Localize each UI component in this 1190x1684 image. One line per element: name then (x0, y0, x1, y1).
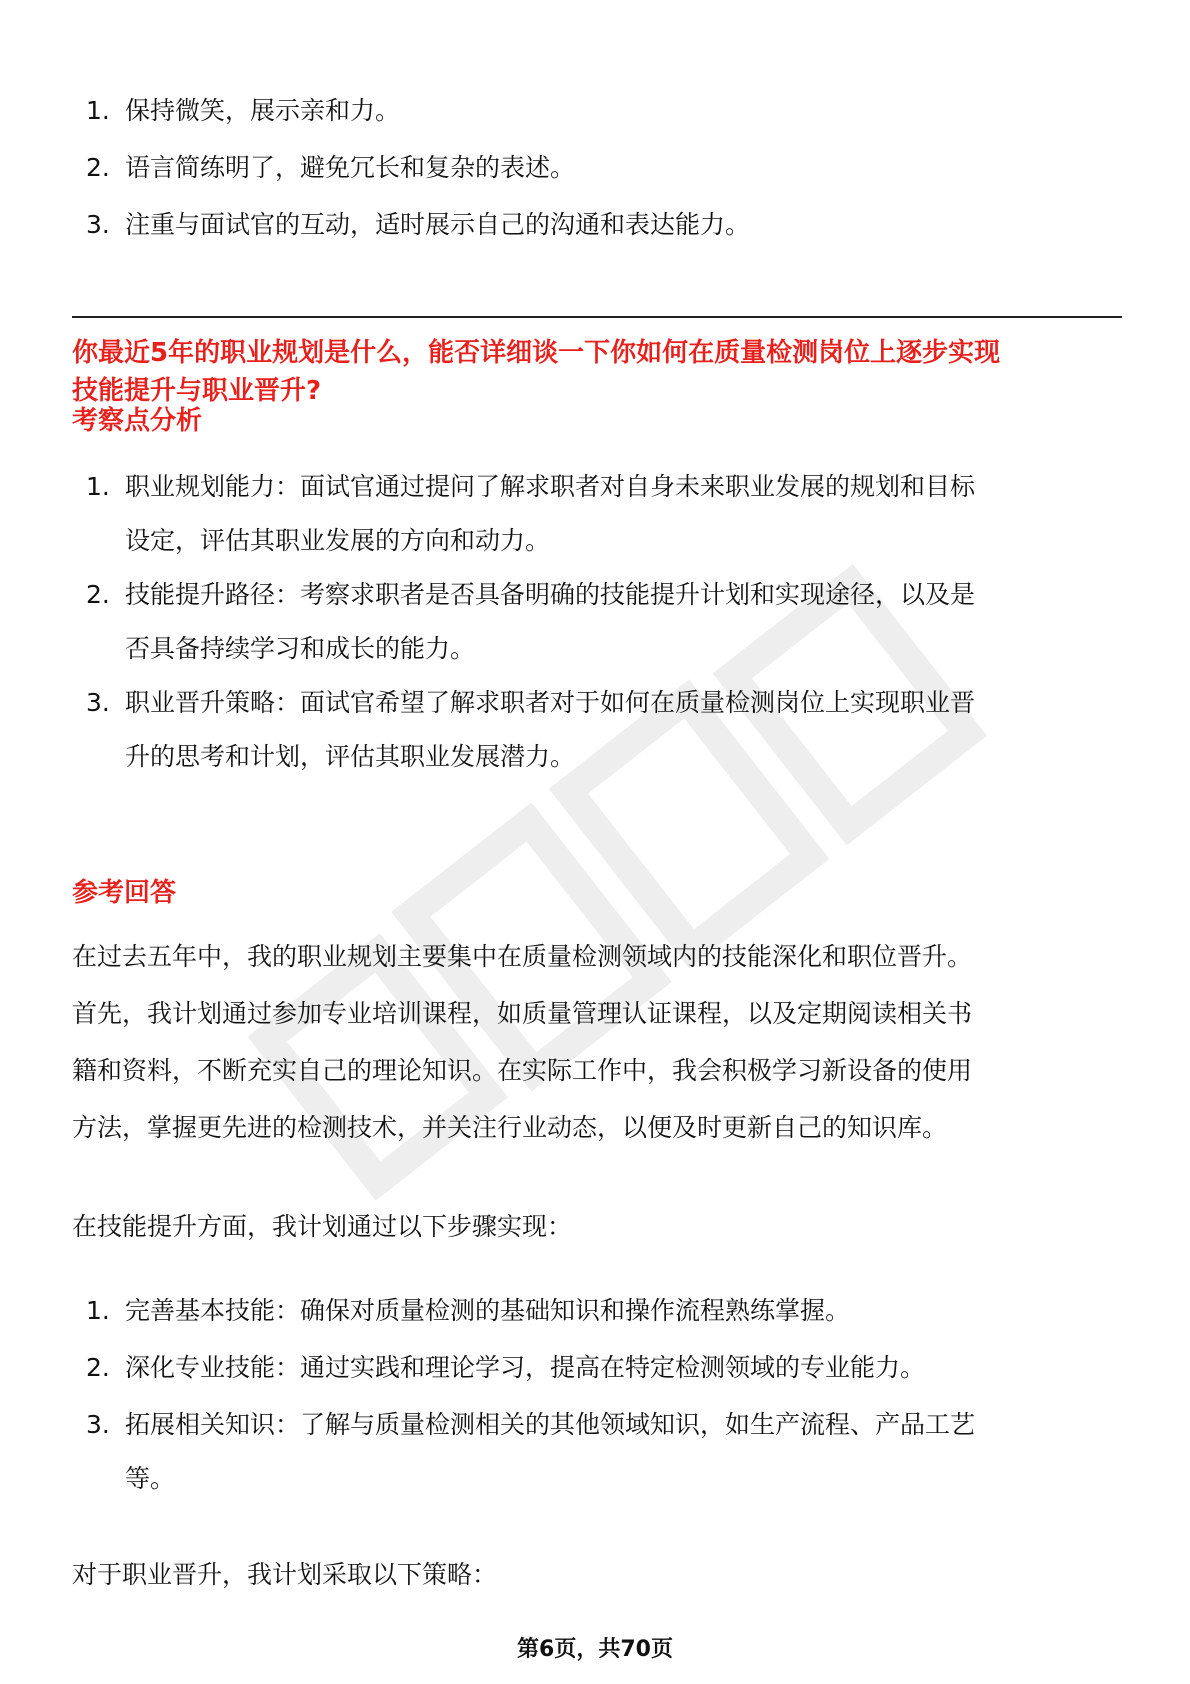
answer-heading: 参考回答 (72, 878, 177, 908)
list-item-text: 拓展相关知识：了解与质量检测相关的其他领域知识，如生产流程、产品工艺 (125, 1410, 976, 1439)
paragraph-line: 籍和资料，不断充实自己的理论知识。在实际工作中，我会积极学习新设备的使用 (72, 1056, 973, 1085)
list-item-number: 2. (86, 580, 110, 609)
paragraph-line: 在过去五年中，我的职业规划主要集中在质量检测领域内的技能深化和职位晋升。 (72, 942, 973, 971)
list-item-text: 注重与面试官的互动，适时展示自己的沟通和表达能力。 (125, 210, 751, 239)
list-item-text: 语言简练明了，避免冗长和复杂的表述。 (125, 153, 576, 182)
question-title-line: 你最近5年的职业规划是什么，能否详细谈一下你如何在质量检测岗位上逐步实现 (72, 338, 1001, 368)
question-title (72, 334, 1132, 410)
analysis-heading: 考察点分析 (72, 406, 203, 436)
list-item-text: 技能提升路径：考察求职者是否具备明确的技能提升计划和实现途径，以及是 (125, 580, 976, 609)
page-number: 第6页，共70页 (517, 1637, 673, 1662)
list-item-number: 3. (86, 688, 110, 717)
section-divider (72, 316, 1122, 318)
list-item-text: 深化专业技能：通过实践和理论学习，提高在特定检测领域的专业能力。 (125, 1353, 926, 1382)
list-item-text: 升的思考和计划，评估其职业发展潜力。 (125, 742, 576, 771)
list-item-number: 2. (86, 1353, 110, 1382)
list-item-text: 职业晋升策略：面试官希望了解求职者对于如何在质量检测岗位上实现职业晋 (125, 688, 976, 717)
list-item-number: 3. (86, 210, 110, 239)
list-item-number: 2. (86, 153, 110, 182)
list-item-text: 完善基本技能：确保对质量检测的基础知识和操作流程熟练掌握。 (125, 1296, 851, 1325)
list-item-number: 1. (86, 96, 110, 125)
list-item-number: 1. (86, 1296, 110, 1325)
question-title-line: 技能提升与职业晋升? (72, 376, 322, 406)
answer-paragraph (72, 1198, 1132, 1255)
list-item-text: 职业规划能力：面试官通过提问了解求职者对自身未来职业发展的规划和目标 (125, 472, 976, 501)
list-item-number: 3. (86, 1410, 110, 1439)
list-item-text: 保持微笑，展示亲和力。 (125, 96, 401, 125)
list-item-text: 否具备持续学习和成长的能力。 (125, 634, 476, 663)
list-item-text: 等。 (125, 1464, 176, 1493)
paragraph-line: 首先，我计划通过参加专业培训课程，如质量管理认证课程，以及定期阅读相关书 (72, 999, 973, 1028)
answer-paragraph (72, 928, 1132, 1156)
paragraph-line: 方法，掌握更先进的检测技术，并关注行业动态，以便及时更新自己的知识库。 (72, 1113, 948, 1142)
answer-paragraph (72, 1546, 1132, 1603)
paragraph-line: 在技能提升方面，我计划通过以下步骤实现： (72, 1212, 573, 1241)
paragraph-line: 对于职业晋升，我计划采取以下策略： (72, 1560, 498, 1589)
list-item-number: 1. (86, 472, 110, 501)
list-item-text: 设定，评估其职业发展的方向和动力。 (125, 526, 551, 555)
